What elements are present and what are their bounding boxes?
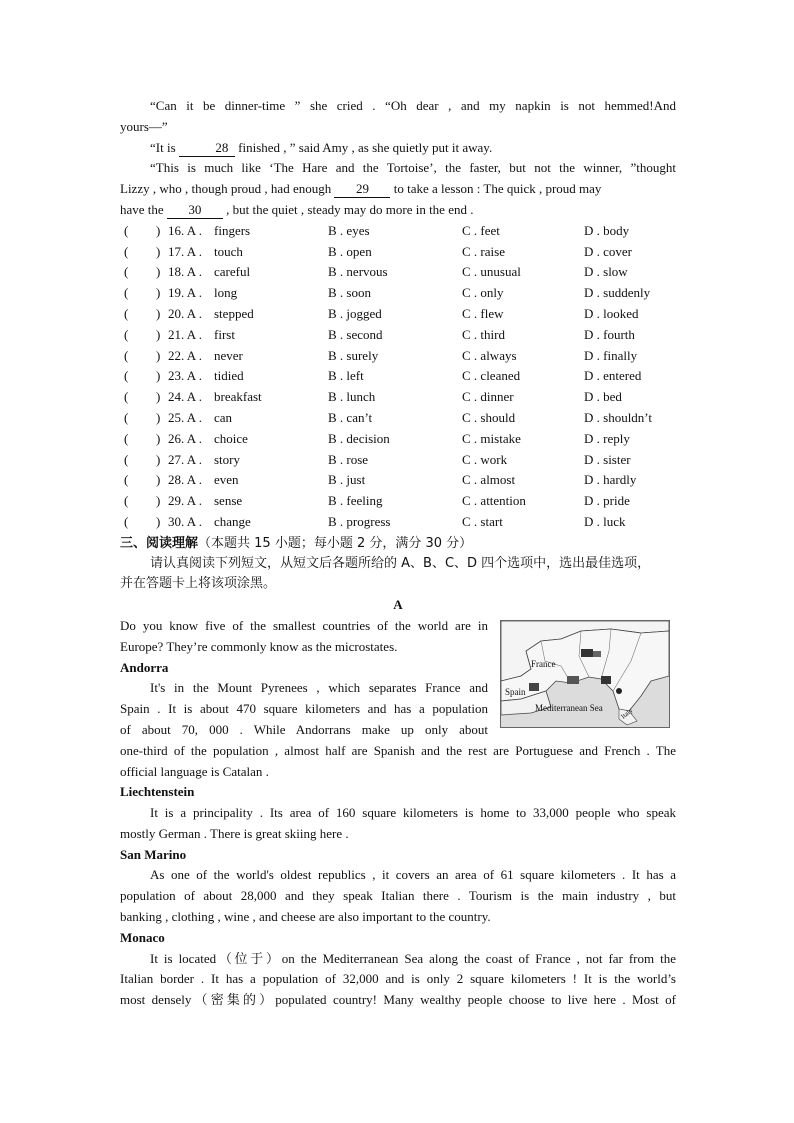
option-c: C . raise xyxy=(462,243,505,259)
answer-paren-open: ( xyxy=(124,222,129,238)
answer-paren-open: ( xyxy=(124,472,129,488)
option-c: C . flew xyxy=(462,305,504,321)
article-line: It is located（位于）on the Mediterranean Sea along the coast of France , not far from the xyxy=(150,950,676,966)
option-a: change xyxy=(214,513,251,529)
option-b: B . decision xyxy=(328,430,390,446)
answer-paren-open: ( xyxy=(124,368,129,384)
article-line: most densely（密集的）populated country! Many wealthy people choose to live here . Most of xyxy=(120,992,676,1008)
answer-paren-open: ( xyxy=(124,305,129,321)
option-a: stepped xyxy=(214,305,254,321)
question-row xyxy=(120,429,676,450)
option-c: C . work xyxy=(462,451,508,467)
option-c: C . dinner xyxy=(462,389,514,405)
question-number: 19. A . xyxy=(168,285,202,301)
passage-text: , but the quiet , steady may do more in the end . xyxy=(222,201,474,217)
option-b: B . eyes xyxy=(328,222,370,238)
option-a: careful xyxy=(214,264,251,280)
question-number: 24. A . xyxy=(168,389,202,405)
section-title: 三、阅读理解 xyxy=(120,535,199,551)
map-label-france: France xyxy=(531,659,556,669)
question-row xyxy=(120,242,676,263)
map-label-italy: Italy xyxy=(619,706,635,721)
option-c: C . always xyxy=(462,347,517,363)
option-b: B . can’t xyxy=(328,409,373,425)
map-label-spain: Spain xyxy=(505,687,526,697)
instruction-line: 并在答题卡上将该项涂黑。 xyxy=(120,576,277,592)
option-a: sense xyxy=(214,493,243,509)
option-b: B . feeling xyxy=(328,493,383,509)
question-number: 25. A . xyxy=(168,409,202,425)
passage-text: to take a lesson : The quick , proud may xyxy=(390,181,602,197)
question-number: 21. A . xyxy=(168,326,202,342)
answer-paren-open: ( xyxy=(124,264,129,280)
option-c: C . attention xyxy=(462,493,526,509)
blank-29: 29 xyxy=(334,181,390,198)
option-c: C . unusual xyxy=(462,264,521,280)
answer-paren-close: ) xyxy=(156,472,161,488)
option-a: tidied xyxy=(214,368,244,384)
answer-paren-close: ) xyxy=(156,430,161,446)
option-b: B . soon xyxy=(328,285,371,301)
option-d: D . shouldn’t xyxy=(584,409,653,425)
instruction-line: 请认真阅读下列短文，从短文后各题所给的 A、B、C、D 四个选项中，选出最佳选项， xyxy=(150,555,651,571)
article-line: Italian border . It has a population of 32,000 and is only 2 square kilometers ! It is the world’s xyxy=(120,971,676,987)
option-a: never xyxy=(214,347,243,363)
question-number: 18. A . xyxy=(168,264,202,280)
question-row xyxy=(120,262,676,283)
answer-paren-close: ) xyxy=(156,222,161,238)
answer-paren-open: ( xyxy=(124,513,129,529)
option-d: D . hardly xyxy=(584,472,637,488)
article-line: population of about 28,000 and they speak Italian there . Tourism is the main industry , but xyxy=(120,888,676,904)
option-c: C . third xyxy=(462,326,505,342)
question-number: 28. A . xyxy=(168,472,202,488)
answer-paren-close: ) xyxy=(156,264,161,280)
question-list xyxy=(120,221,676,533)
article-line: It is a principality . Its area of 160 square kilometers is home to 33,000 people who speak xyxy=(150,805,676,821)
article-line: official language is Catalan . xyxy=(120,763,269,779)
option-d: D . fourth xyxy=(584,326,635,342)
question-row xyxy=(120,304,676,325)
option-d: D . luck xyxy=(584,513,626,529)
section-note: （本题共 15 小题；每小题 2 分，满分 30 分） xyxy=(198,535,473,551)
option-d: D . cover xyxy=(584,243,633,259)
option-a: touch xyxy=(214,243,243,259)
answer-paren-close: ) xyxy=(156,493,161,509)
option-d: D . body xyxy=(584,222,630,238)
answer-paren-close: ) xyxy=(156,326,161,342)
map-drawing xyxy=(501,621,669,727)
answer-paren-open: ( xyxy=(124,347,129,363)
option-c: C . cleaned xyxy=(462,368,521,384)
answer-paren-close: ) xyxy=(156,285,161,301)
question-number: 29. A . xyxy=(168,493,202,509)
answer-paren-close: ) xyxy=(156,451,161,467)
option-a: can xyxy=(214,409,233,425)
blank-28: 28 xyxy=(179,140,235,157)
country-heading: Monaco xyxy=(120,929,165,945)
passage-line xyxy=(120,200,676,221)
article-line: mostly German . There is great skiing here . xyxy=(120,825,349,841)
option-a: story xyxy=(214,451,240,467)
part-label: A xyxy=(393,597,403,613)
article-line: Spain . It is about 470 square kilometers and has a population xyxy=(120,701,488,717)
question-number: 27. A . xyxy=(168,451,202,467)
article-line: one-third of the population , almost half are Spanish and the rest are Portuguese and French . The xyxy=(120,742,676,758)
option-d: D . bed xyxy=(584,389,622,405)
option-b: B . nervous xyxy=(328,264,388,280)
question-number: 16. A . xyxy=(168,222,202,238)
exam-page xyxy=(120,96,676,1011)
blank-30: 30 xyxy=(167,202,223,219)
passage-text: Lizzy , who , though proud , had enough xyxy=(120,181,335,197)
passage-line: “This is much like ‘The Hare and the Tortoise’, the faster, but not the winner, ”thought xyxy=(150,160,676,176)
article-line: As one of the world's oldest republics , it covers an area of 61 square kilometers . It has a xyxy=(150,867,676,883)
question-number: 22. A . xyxy=(168,347,202,363)
option-c: C . only xyxy=(462,285,504,301)
option-d: D . sister xyxy=(584,451,631,467)
question-row xyxy=(120,470,676,491)
answer-paren-open: ( xyxy=(124,285,129,301)
article-line: It's in the Mount Pyrenees , which separates France and xyxy=(150,680,488,696)
answer-paren-open: ( xyxy=(124,451,129,467)
question-number: 17. A . xyxy=(168,243,202,259)
option-a: long xyxy=(214,285,238,301)
option-b: B . left xyxy=(328,368,364,384)
article-line: banking , clothing , wine , and cheese are also important to the country. xyxy=(120,909,491,925)
option-c: C . almost xyxy=(462,472,516,488)
option-b: B . second xyxy=(328,326,383,342)
question-row xyxy=(120,346,676,367)
option-d: D . looked xyxy=(584,305,639,321)
question-row xyxy=(120,283,676,304)
option-a: breakfast xyxy=(214,389,262,405)
article-line: Europe? They’re commonly know as the microstates. xyxy=(120,638,398,654)
option-d: D . slow xyxy=(584,264,628,280)
question-row xyxy=(120,408,676,429)
passage-text: finished , ” said Amy , as she quietly put it away. xyxy=(234,139,493,155)
question-number: 20. A . xyxy=(168,305,202,321)
answer-paren-close: ) xyxy=(156,513,161,529)
passage-text: have the xyxy=(120,201,167,217)
country-heading: San Marino xyxy=(120,846,187,862)
country-heading: Liechtenstein xyxy=(120,784,195,800)
europe-map-image xyxy=(500,620,670,728)
country-heading: Andorra xyxy=(120,659,169,675)
option-d: D . entered xyxy=(584,368,642,384)
option-b: B . jogged xyxy=(328,305,382,321)
answer-paren-open: ( xyxy=(124,326,129,342)
answer-paren-open: ( xyxy=(124,389,129,405)
answer-paren-open: ( xyxy=(124,243,129,259)
section-heading xyxy=(120,533,676,554)
option-a: fingers xyxy=(214,222,251,238)
option-c: C . start xyxy=(462,513,503,529)
question-row xyxy=(120,512,676,533)
question-row xyxy=(120,366,676,387)
article-intro xyxy=(120,616,488,741)
option-b: B . lunch xyxy=(328,389,376,405)
passage-text: “It is xyxy=(150,139,179,155)
answer-paren-close: ) xyxy=(156,305,161,321)
question-row xyxy=(120,221,676,242)
option-b: B . open xyxy=(328,243,372,259)
answer-paren-close: ) xyxy=(156,389,161,405)
article-line: Do you know five of the smallest countries of the world are in xyxy=(120,617,488,633)
answer-paren-close: ) xyxy=(156,409,161,425)
option-d: D . reply xyxy=(584,430,630,446)
option-a: even xyxy=(214,472,239,488)
map-label-sea: Mediterranean Sea xyxy=(535,703,603,713)
question-number: 30. A . xyxy=(168,513,202,529)
answer-paren-open: ( xyxy=(124,409,129,425)
option-d: D . finally xyxy=(584,347,638,363)
option-d: D . pride xyxy=(584,493,630,509)
passage-line: yours—” xyxy=(120,118,168,134)
answer-paren-open: ( xyxy=(124,430,129,446)
question-row xyxy=(120,450,676,471)
option-b: B . just xyxy=(328,472,366,488)
question-number: 26. A . xyxy=(168,430,202,446)
option-c: C . feet xyxy=(462,222,500,238)
question-number: 23. A . xyxy=(168,368,202,384)
option-d: D . suddenly xyxy=(584,285,651,301)
passage-line xyxy=(120,138,676,159)
option-b: B . progress xyxy=(328,513,391,529)
option-b: B . surely xyxy=(328,347,379,363)
option-c: C . should xyxy=(462,409,516,425)
answer-paren-close: ) xyxy=(156,243,161,259)
question-row xyxy=(120,325,676,346)
answer-paren-open: ( xyxy=(124,493,129,509)
option-a: choice xyxy=(214,430,248,446)
passage-line xyxy=(120,179,676,200)
article-line: of about 70, 000 . While Andorrans make up only about xyxy=(120,721,488,737)
option-a: first xyxy=(214,326,235,342)
passage-line: “Can it be dinner-time ” she cried . “Oh dear , and my napkin is not hemmed!And xyxy=(150,98,676,113)
question-row xyxy=(120,387,676,408)
option-b: B . rose xyxy=(328,451,369,467)
question-row xyxy=(120,491,676,512)
answer-paren-close: ) xyxy=(156,368,161,384)
option-c: C . mistake xyxy=(462,430,521,446)
answer-paren-close: ) xyxy=(156,347,161,363)
